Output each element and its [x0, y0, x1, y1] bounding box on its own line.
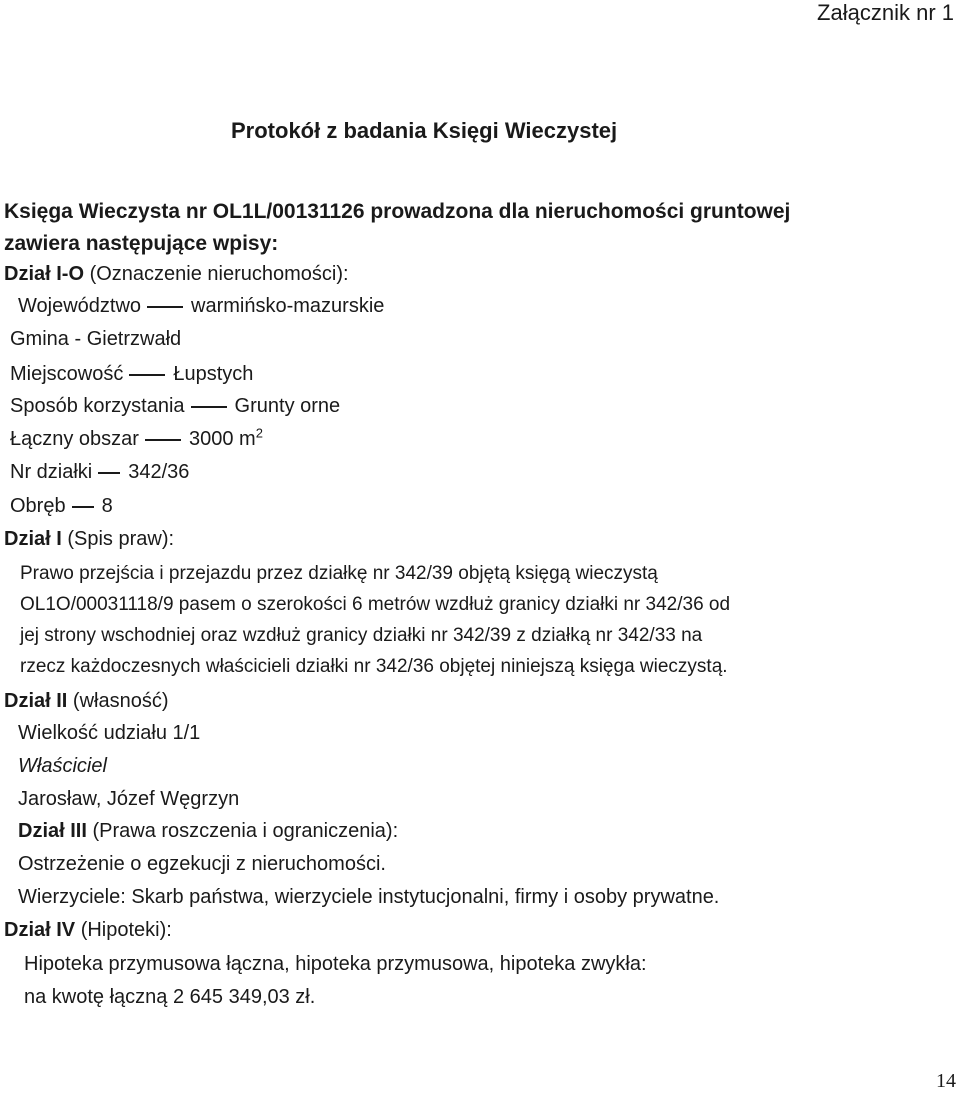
row-plot-number	[10, 460, 189, 484]
row-key: Gmina	[10, 328, 69, 350]
row-land-use	[10, 394, 340, 418]
row-key: Obręb	[10, 495, 66, 517]
row-commune	[10, 327, 181, 351]
row-key: Województwo	[18, 295, 142, 317]
rights-line-4: rzecz każdoczesnych właścicieli działki nr 342/36 objętej niniejszą księga wieczystą.	[20, 656, 728, 677]
attachment-label: Załącznik nr 1	[817, 0, 954, 25]
rights-line-2: OL1O/00031118/9 pasem o szerokości 6 metrów wzdłuż granicy działki nr 342/36 od	[20, 594, 731, 615]
section-ii-heading	[4, 689, 169, 713]
owner-name: Jarosław, Józef Węgrzyn	[18, 788, 240, 810]
section-ii-label: Dział II	[4, 690, 68, 712]
section-iv-heading	[4, 918, 172, 942]
row-value: 3000 m	[188, 428, 256, 450]
intro-line-1: Księga Wieczysta nr OL1L/00131126 prowadzona dla nieruchomości gruntowej	[4, 200, 791, 223]
dash-separator	[145, 439, 181, 441]
section-iv-desc: (Hipoteki):	[75, 919, 172, 941]
row-value: warmińsko-mazurskie	[191, 295, 385, 317]
section-i-label: Dział I	[4, 528, 62, 550]
dash-separator	[147, 306, 183, 308]
row-area	[10, 427, 263, 451]
section-iii-label: Dział III	[18, 820, 87, 842]
dash-separator	[129, 374, 165, 376]
section-iii-desc: (Prawa roszczenia i ograniczenia):	[86, 820, 399, 842]
section-io-label: Dział I-O	[4, 263, 85, 285]
intro-line-2: zawiera następujące wpisy:	[4, 232, 279, 255]
row-precinct	[10, 494, 113, 518]
row-key: Nr działki	[10, 461, 93, 483]
page-number: 14	[936, 1070, 956, 1092]
section-i-heading	[4, 527, 174, 551]
row-key: Sposób korzystania	[10, 395, 185, 417]
dash-separator	[72, 506, 94, 508]
row-sep: -	[68, 328, 87, 350]
section-iv-label: Dział IV	[4, 919, 76, 941]
section-ii-desc: (własność)	[67, 690, 169, 712]
mortgage-line-1: Hipoteka przymusowa łączna, hipoteka przymusowa, hipoteka zwykła:	[24, 953, 647, 975]
row-value: Łupstych	[173, 363, 254, 385]
row-locality	[10, 362, 253, 386]
section-io-heading	[4, 262, 349, 286]
claims-line-1: Ostrzeżenie o egzekucji z nieruchomości.	[18, 853, 386, 875]
section-iii-heading	[18, 819, 398, 843]
superscript: 2	[255, 425, 263, 441]
owner-label: Właściciel	[18, 755, 107, 777]
row-value: Gietrzwałd	[86, 328, 182, 350]
row-value: Grunty orne	[234, 395, 341, 417]
row-key: Łączny obszar	[10, 428, 139, 450]
section-io-desc: (Oznaczenie nieruchomości):	[84, 263, 349, 285]
row-value: 8	[101, 495, 113, 517]
share-size: Wielkość udziału 1/1	[18, 722, 201, 744]
section-i-desc: (Spis praw):	[61, 528, 175, 550]
rights-line-3: jej strony wschodniej oraz wzdłuż granicy działki nr 342/39 z działką nr 342/33 na	[20, 625, 703, 646]
row-key: Miejscowość	[10, 363, 124, 385]
row-value: 342/36	[128, 461, 190, 483]
row-voivodeship	[18, 294, 384, 318]
dash-separator	[98, 472, 120, 474]
dash-separator	[191, 406, 227, 408]
mortgage-line-2: na kwotę łączną 2 645 349,03 zł.	[24, 986, 316, 1008]
rights-line-1: Prawo przejścia i przejazdu przez działkę nr 342/39 objętą księgą wieczystą	[20, 563, 658, 584]
claims-line-2: Wierzyciele: Skarb państwa, wierzyciele instytucjonalni, firmy i osoby prywatne.	[18, 886, 720, 908]
document-title: Protokół z badania Księgi Wieczystej	[231, 118, 618, 143]
